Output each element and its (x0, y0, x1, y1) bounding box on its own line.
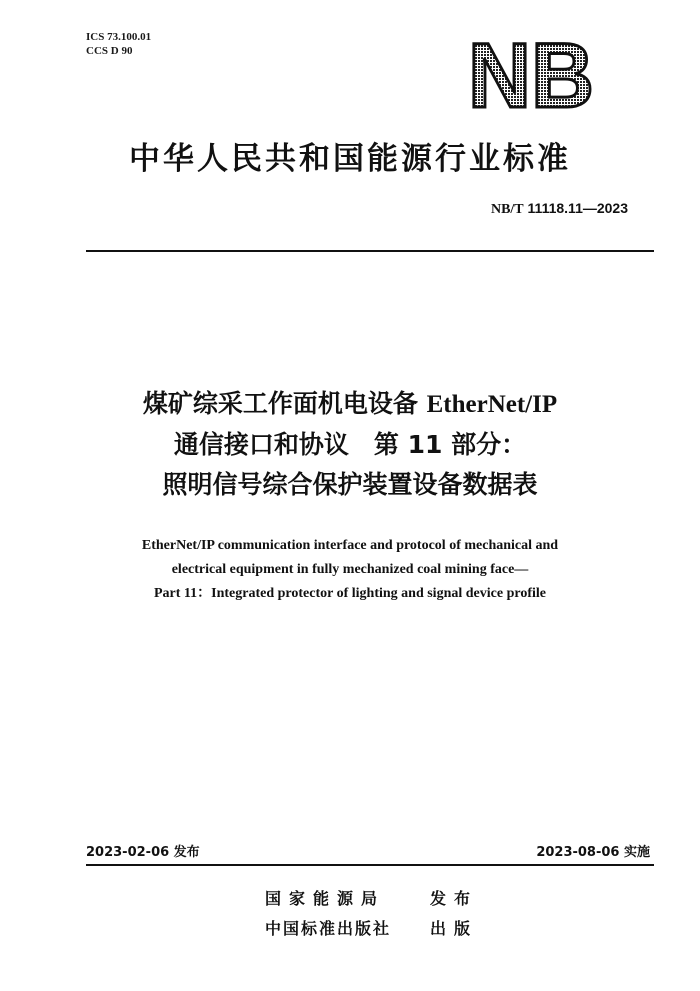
chinese-title-line-3: 照明信号综合保护装置设备数据表 (162, 470, 538, 499)
top-divider (86, 250, 654, 252)
issuing-authority: 国家能源局 (265, 889, 386, 908)
standard-number (491, 200, 628, 218)
standard-number-prefix: NB/T (490, 202, 524, 217)
nb-logo-icon (466, 36, 596, 112)
chinese-title-line-2: 通信接口和协议 第 11 部分： (173, 430, 527, 459)
issue-date: 2023-02-06 发布 (86, 845, 200, 860)
implementation-date: 2023-08-06 实施 (536, 845, 650, 860)
bottom-divider (86, 864, 654, 866)
issue-action: 发布 (430, 889, 479, 908)
ics-code: ICS 73.100.01 (86, 31, 152, 43)
chinese-title (0, 384, 700, 505)
chinese-title-line-1: 煤矿综采工作面机电设备 EtherNet/IP (142, 389, 558, 418)
ccs-code: CCS D 90 (86, 45, 133, 57)
standard-number-value: 11118.11—2023 (527, 200, 628, 216)
press-action: 出版 (430, 919, 479, 938)
publishing-house: 中国标准出版社 (265, 919, 392, 938)
english-title (0, 534, 700, 606)
english-title-line-3: Part 11：Integrated protector of lighting and signal device profile (154, 586, 546, 601)
standard-category-title: 中华人民共和国能源行业标准 (129, 141, 571, 177)
logo-letters: NB (468, 36, 594, 112)
classification-codes (86, 30, 151, 58)
english-title-line-1: EtherNet/IP communication interface and protocol of mechanical and (141, 538, 559, 553)
english-title-line-2: electrical equipment in fully mechanized coal mining face— (171, 562, 529, 577)
publisher-block (0, 884, 700, 944)
